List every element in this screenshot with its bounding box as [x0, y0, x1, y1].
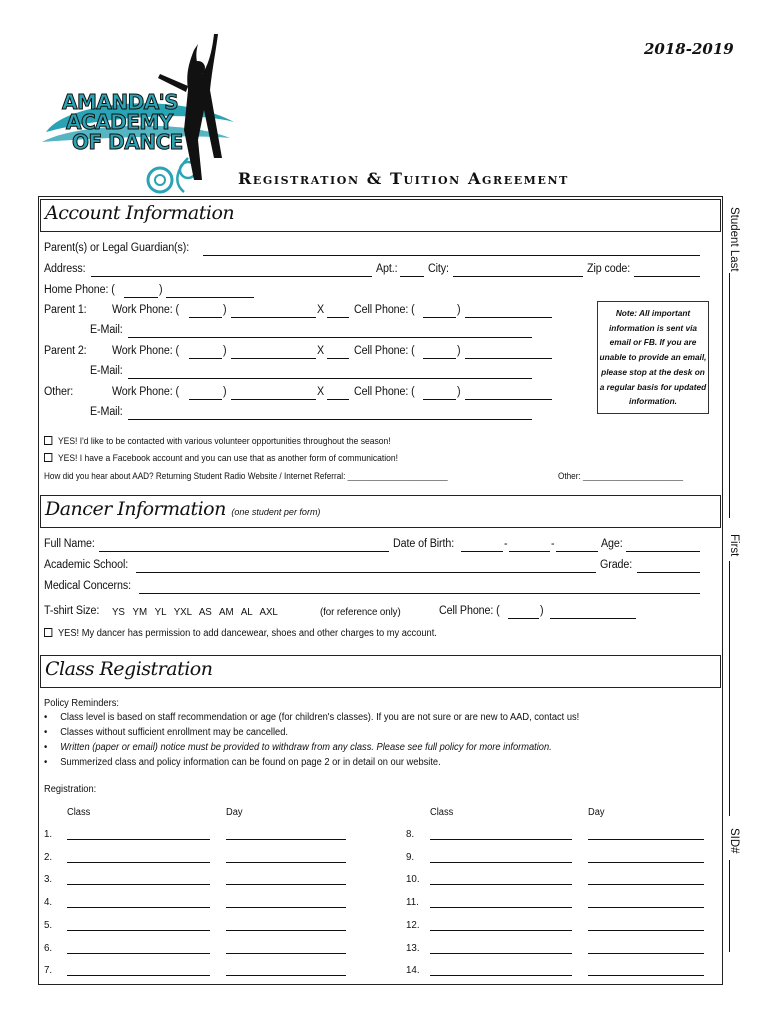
day-header-left: Day: [226, 807, 243, 818]
grade-field[interactable]: [637, 572, 700, 573]
policy-item-3: • Written (paper or email) notice must be provided to withdraw from any class. Please see full policy for more information.: [44, 742, 552, 753]
parent2-email-label: E-Mail:: [90, 365, 123, 377]
row-number: 10.: [406, 873, 420, 886]
apt-label: Apt.:: [376, 263, 398, 275]
day-field[interactable]: [588, 975, 704, 976]
dancer-cell-paren: ): [540, 605, 544, 617]
parent2-work-paren: ): [223, 345, 227, 357]
class-field[interactable]: [67, 839, 210, 840]
row-number: 3.: [44, 873, 53, 886]
day-field[interactable]: [588, 839, 704, 840]
dancer-section-title: [45, 498, 320, 520]
class-field[interactable]: [67, 862, 210, 863]
logo: [38, 30, 238, 198]
dob-sep-2: -: [551, 538, 555, 550]
policy-item-2: • Classes without sufficient enrollment may be cancelled.: [44, 727, 288, 738]
parent1-ext-label: X: [317, 304, 325, 316]
tshirt-sizes[interactable]: YS YM YL YXL AS AM AL AXL: [112, 606, 278, 618]
city-label: City:: [428, 263, 449, 275]
row-number: 2.: [44, 850, 53, 863]
registration-label: Registration:: [44, 784, 97, 795]
class-field[interactable]: [430, 907, 572, 908]
row-number: 5.: [44, 918, 53, 931]
school-year: 2018-2019: [644, 40, 734, 58]
other-ext-label: X: [317, 386, 325, 398]
other-work-field[interactable]: [231, 399, 316, 400]
school-label: Academic School:: [44, 559, 129, 571]
day-field[interactable]: [588, 930, 704, 931]
day-field[interactable]: [226, 930, 346, 931]
email-note: Note: All important information is sent via email or FB. If you are unable to provide an email, please stop at the desk on a regular basis for updated information.: [597, 301, 709, 414]
row-number: 14.: [406, 964, 420, 977]
day-field[interactable]: [226, 839, 346, 840]
parent1-work-paren: ): [223, 304, 227, 316]
other-cell-label: Cell Phone: (: [354, 386, 415, 398]
parent1-work-area-field[interactable]: [189, 317, 222, 318]
parent1-cell-field[interactable]: [465, 317, 552, 318]
logo-line-1: AMANDA'S: [62, 90, 179, 114]
other-contact-label: Other:: [44, 386, 74, 398]
day-field[interactable]: [588, 884, 704, 885]
day-field[interactable]: [226, 907, 346, 908]
home-phone-field[interactable]: [166, 297, 254, 298]
permission-checkbox[interactable]: [44, 628, 52, 637]
address-label: Address:: [44, 263, 86, 275]
school-field[interactable]: [136, 572, 596, 573]
class-field[interactable]: [67, 930, 210, 931]
other-cell-area-field[interactable]: [423, 399, 456, 400]
parent2-work-label: Work Phone: (: [112, 345, 179, 357]
class-field[interactable]: [430, 862, 572, 863]
tshirt-reference-note: (for reference only): [320, 606, 401, 618]
day-field[interactable]: [588, 953, 704, 954]
parent2-cell-paren: ): [457, 345, 461, 357]
student-last-line[interactable]: [729, 273, 730, 518]
parent2-cell-field[interactable]: [465, 358, 552, 359]
full-name-field[interactable]: [99, 551, 389, 552]
row-number: 6.: [44, 941, 53, 954]
class-section-title: Class Registration: [45, 658, 213, 680]
dancer-title-text: Dancer Information: [45, 498, 226, 520]
first-label: First: [728, 534, 740, 557]
grade-label: Grade:: [600, 559, 633, 571]
parent2-work-area-field[interactable]: [189, 358, 222, 359]
tshirt-label: T-shirt Size:: [44, 605, 100, 617]
parent1-label: Parent 1:: [44, 304, 87, 316]
dob-day-field[interactable]: [509, 551, 550, 552]
class-field[interactable]: [430, 975, 572, 976]
logo-line-3: OF DANCE: [72, 130, 183, 154]
facebook-option[interactable]: [44, 453, 398, 463]
parent2-work-field[interactable]: [231, 358, 316, 359]
policy-title: Policy Reminders:: [44, 698, 119, 709]
age-label: Age:: [601, 538, 623, 550]
full-name-label: Full Name:: [44, 538, 95, 550]
class-header-right: Class: [430, 807, 454, 818]
first-line[interactable]: [729, 561, 730, 816]
class-field[interactable]: [430, 839, 572, 840]
other-cell-field[interactable]: [465, 399, 552, 400]
class-field[interactable]: [430, 884, 572, 885]
class-field[interactable]: [67, 884, 210, 885]
policy-item-4: • Summerized class and policy information can be found on page 2 or in detail on our website.: [44, 757, 441, 768]
day-field[interactable]: [226, 953, 346, 954]
medical-label: Medical Concerns:: [44, 580, 131, 592]
volunteer-text: YES! I'd like to be contacted with various volunteer opportunities throughout the season!: [57, 436, 391, 446]
apt-field[interactable]: [400, 276, 424, 277]
sid-line[interactable]: [729, 860, 730, 952]
class-field[interactable]: [67, 975, 210, 976]
parent2-cell-area-field[interactable]: [423, 358, 456, 359]
city-field[interactable]: [453, 276, 583, 277]
student-last-label: Student Last: [728, 207, 740, 272]
row-number: 13.: [406, 941, 420, 954]
parent1-email-label: E-Mail:: [90, 324, 123, 336]
day-header-right: Day: [588, 807, 605, 818]
guardian-field[interactable]: [203, 255, 700, 256]
other-work-label: Work Phone: (: [112, 386, 179, 398]
day-field[interactable]: [226, 884, 346, 885]
facebook-checkbox[interactable]: [44, 453, 52, 462]
row-number: 9.: [406, 850, 415, 863]
parent1-ext-field[interactable]: [327, 317, 349, 318]
sid-label: SID#: [728, 828, 740, 854]
medical-field[interactable]: [139, 593, 700, 594]
other-cell-paren: ): [457, 386, 461, 398]
row-number: 12.: [406, 918, 420, 931]
dancer-cell-label: Cell Phone: (: [439, 605, 500, 617]
other-work-area-field[interactable]: [189, 399, 222, 400]
guardian-label: Parent(s) or Legal Guardian(s):: [44, 242, 190, 254]
facebook-text: YES! I have a Facebook account and you can use that as another form of communication!: [57, 453, 399, 463]
other-email-field[interactable]: [128, 419, 532, 420]
dob-sep-1: -: [504, 538, 508, 550]
class-field[interactable]: [430, 953, 572, 954]
parent2-email-field[interactable]: [128, 378, 532, 379]
home-paren-close: ): [159, 284, 163, 296]
row-number: 8.: [406, 828, 415, 840]
parent1-cell-paren: ): [457, 304, 461, 316]
permission-option[interactable]: [44, 628, 437, 639]
dancer-cell-field[interactable]: [550, 618, 636, 619]
volunteer-checkbox[interactable]: [44, 436, 52, 445]
row-number: 7.: [44, 964, 53, 977]
hear-about-other: Other: ______________________: [558, 471, 684, 481]
dancer-subtitle: (one student per form): [231, 507, 321, 517]
form-title: Registration & Tuition Agreement: [238, 169, 569, 188]
other-work-paren: ): [223, 386, 227, 398]
day-field[interactable]: [226, 862, 346, 863]
account-section-title: Account Information: [45, 202, 235, 224]
day-field[interactable]: [588, 862, 704, 863]
row-number: 1.: [44, 828, 53, 840]
parent1-work-field[interactable]: [231, 317, 316, 318]
zip-field[interactable]: [634, 276, 700, 277]
parent2-cell-label: Cell Phone: (: [354, 345, 415, 357]
home-area-code-field[interactable]: [124, 297, 158, 298]
parent2-label: Parent 2:: [44, 345, 87, 357]
day-field[interactable]: [588, 907, 704, 908]
class-field[interactable]: [67, 953, 210, 954]
other-ext-field[interactable]: [327, 399, 349, 400]
class-field[interactable]: [67, 907, 210, 908]
home-phone-label: Home Phone: (: [44, 284, 115, 296]
day-field[interactable]: [226, 975, 346, 976]
parent1-cell-label: Cell Phone: (: [354, 304, 415, 316]
parent1-email-field[interactable]: [128, 337, 532, 338]
parent1-cell-area-field[interactable]: [423, 317, 456, 318]
parent2-ext-label: X: [317, 345, 325, 357]
permission-text: YES! My dancer has permission to add dancewear, shoes and other charges to my account.: [57, 628, 437, 639]
row-number: 11.: [406, 896, 419, 909]
zip-label: Zip code:: [587, 263, 631, 275]
logo-line-2: ACADEMY: [66, 110, 173, 134]
parent1-work-label: Work Phone: (: [112, 304, 179, 316]
hear-about-question: How did you hear about AAD? Returning Student Radio Website / Internet Referral: ______________________: [44, 471, 448, 481]
age-field[interactable]: [626, 551, 700, 552]
policy-item-1: • Class level is based on staff recommendation or age (for children's classes). If you are not sure or are new to AAD, contact us!: [44, 712, 580, 723]
row-number: 4.: [44, 896, 53, 909]
other-email-label: E-Mail:: [90, 406, 123, 418]
class-section-header: [40, 655, 721, 688]
dancer-cell-area-field[interactable]: [508, 618, 539, 619]
volunteer-option[interactable]: [44, 436, 391, 446]
account-section-header: [40, 199, 721, 232]
dancer-section-header: [40, 495, 721, 528]
class-header-left: Class: [67, 807, 91, 818]
class-field[interactable]: [430, 930, 572, 931]
dob-month-field[interactable]: [461, 551, 503, 552]
dob-year-field[interactable]: [556, 551, 598, 552]
parent2-ext-field[interactable]: [327, 358, 349, 359]
address-field[interactable]: [91, 276, 372, 277]
dob-label: Date of Birth:: [393, 538, 455, 550]
